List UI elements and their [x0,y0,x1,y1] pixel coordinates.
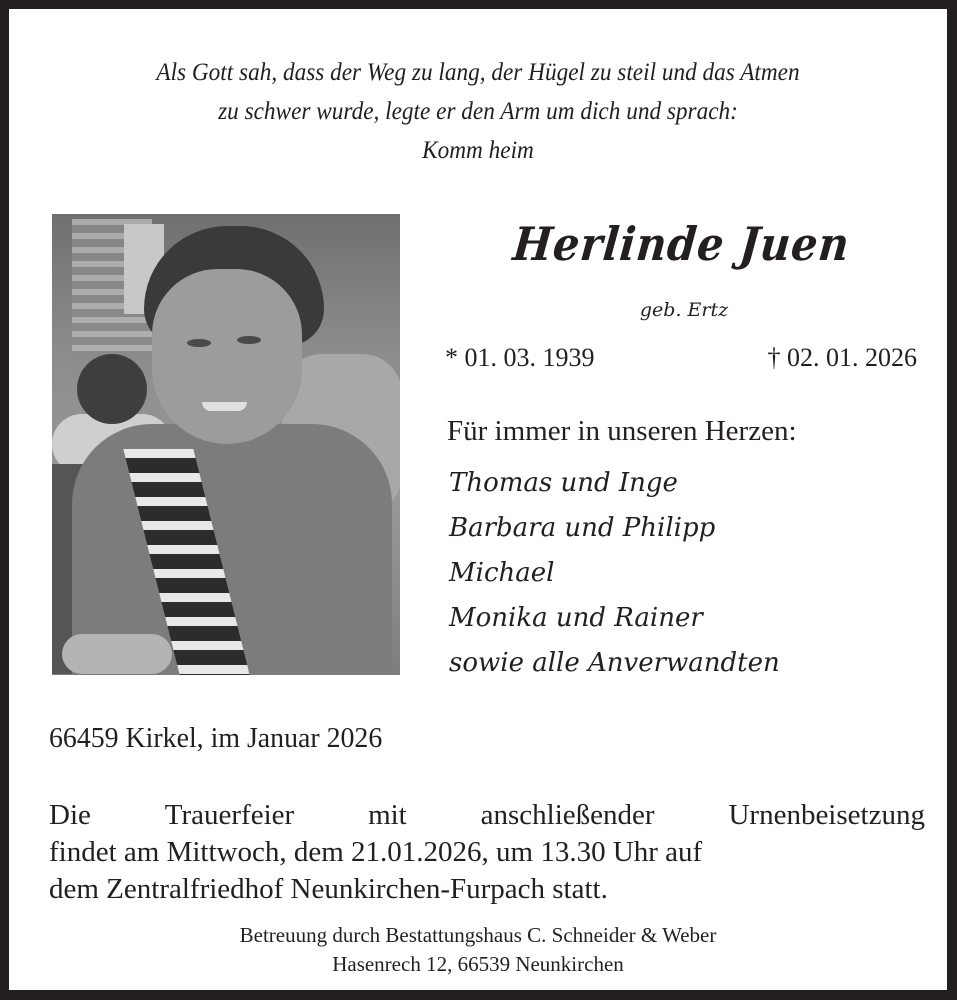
verse-line: Komm heim [422,137,534,164]
death-date: † 02. 01. 2026 [767,343,917,372]
life-dates [445,343,917,373]
mourners-list [449,461,780,686]
mourners-heading: Für immer in unseren Herzen: [447,415,797,447]
mourner-item: Michael [449,558,555,588]
verse-line: Als Gott sah, dass der Weg zu lang, der Hügel zu steil und das Atmen [156,59,800,86]
mourner-item: Thomas und Inge [449,468,678,498]
mourner-item: sowie alle Anverwandten [449,648,780,678]
portrait-photo [52,214,400,675]
ceremony-line-1: Die Trauerfeier mit anschließender Urnenbeisetzung [49,799,925,831]
birth-date: * 01. 03. 1939 [445,343,595,372]
ceremony-line-2: findet am Mittwoch, dem 21.01.2026, um 13.30 Uhr auf [49,836,703,868]
verse-line: zu schwer wurde, legte er den Arm um dich und sprach: [218,98,738,125]
ceremony-details [49,797,925,908]
mourner-item: Barbara und Philipp [449,513,716,543]
funeral-home-info [9,921,947,979]
place-and-date: 66459 Kirkel, im Januar 2026 [49,722,383,754]
memorial-verse [42,53,914,170]
funeral-home-name: Betreuung durch Bestattungshaus C. Schneider & Weber [239,923,717,947]
birth-name: geb. Ertz [639,299,729,321]
deceased-name: Herlinde Juen [510,217,853,271]
mourner-item: Monika und Rainer [449,603,703,633]
funeral-home-address: Hasenrech 12, 66539 Neunkirchen [332,952,624,976]
ceremony-line-3: dem Zentralfriedhof Neunkirchen-Furpach statt. [49,873,608,905]
obituary-notice [9,9,947,990]
